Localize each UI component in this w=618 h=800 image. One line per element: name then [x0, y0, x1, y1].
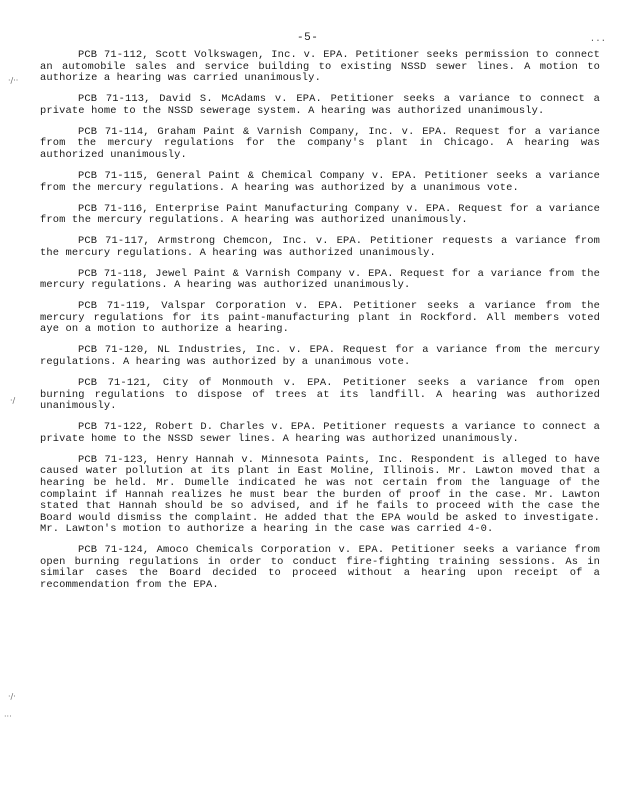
paragraph-pcb-71-113: PCB 71-113, David S. McAdams v. EPA. Petitioner seeks a variance to connect a private home to the NSSD sewerage system. A hearing was authorized unanimously.: [40, 93, 600, 117]
paragraph-pcb-71-117: PCB 71-117, Armstrong Chemcon, Inc. v. EPA. Petitioner requests a variance from the mercury regulations. A hearing was authorized unanimously.: [40, 235, 600, 259]
paragraph-pcb-71-116: PCB 71-116, Enterprise Paint Manufacturing Company v. EPA. Request for a variance from the mercury regulations. A hearing was authorized unanimously.: [40, 202, 600, 227]
margin-annotation: ·∕·: [8, 692, 16, 701]
paragraph-pcb-71-121: PCB 71-121, City of Monmouth v. EPA. Petitioner seeks a variance from open burning regulations to dispose of trees at its landfill. A hearing was authorized unanimously.: [40, 376, 600, 413]
paragraph-pcb-71-112: PCB 71-112, Scott Volkswagen, Inc. v. EPA. Petitioner seeks permission to connect an automobile sales and service building to existing NSSD sewer lines. A motion to authorize a hearing was carried unanimously.: [40, 49, 600, 85]
minutes-body: [40, 50, 600, 601]
paragraph-pcb-71-115: PCB 71-115, General Paint & Chemical Company v. EPA. Petitioner seeks a variance from the mercury regulations. A hearing was authorized by a unanimous vote.: [40, 169, 600, 194]
margin-annotation: ·∕: [10, 396, 16, 405]
paragraph-pcb-71-123: PCB 71-123, Henry Hannah v. Minnesota Paints, Inc. Respondent is alleged to have caused water pollution at its plant in East Moline, Illinois. Mr. Lawton moved that a hearing be held. Mr. Dumelle indicated he was not certain from the language of the complaint if Hannah realizes he must bear the burden of proof in the case. Mr. Lawton stated that Hannah should be so advised, and if he fails to proceed with the case the Board would dismiss the complaint. He added that the EPA would be asked to investigate. Mr. Lawton's motion to authorize a hearing in the case was carried 4-0.: [40, 453, 600, 536]
margin-annotation: ···: [4, 712, 12, 721]
paragraph-pcb-71-122: PCB 71-122, Robert D. Charles v. EPA. Petitioner requests a variance to connect a private home to the NSSD sewer lines. A hearing was authorized unanimously.: [40, 421, 600, 445]
page-number: -5-: [297, 32, 319, 44]
paragraph-pcb-71-118: PCB 71-118, Jewel Paint & Varnish Company v. EPA. Request for a variance from the mercury regulations. A hearing was authorized unanimously.: [40, 267, 600, 292]
paragraph-pcb-71-114: PCB 71-114, Graham Paint & Varnish Company, Inc. v. EPA. Request for a variance from the mercury regulations for the company's plant in Chicago. A hearing was authorized unanimously.: [40, 125, 600, 161]
corner-mark: ...: [589, 34, 606, 44]
margin-annotation: ·∕··: [8, 76, 19, 85]
paragraph-pcb-71-124: PCB 71-124, Amoco Chemicals Corporation v. EPA. Petitioner seeks a variance from open burning regulations in order to conduct fire-fighting training sessions. As in similar cases the Board decided to proceed without a hearing upon receipt of a recommendation from the EPA.: [40, 544, 600, 592]
paragraph-pcb-71-119: PCB 71-119, Valspar Corporation v. EPA. Petitioner seeks a variance from the mercury regulations for its paint-manufacturing plant in Rockford. All members voted aye on a motion to authorize a hearing.: [40, 300, 600, 336]
paragraph-pcb-71-120: PCB 71-120, NL Industries, Inc. v. EPA. Request for a variance from the mercury regulations. A hearing was authorized by a unanimous vote.: [40, 344, 600, 368]
